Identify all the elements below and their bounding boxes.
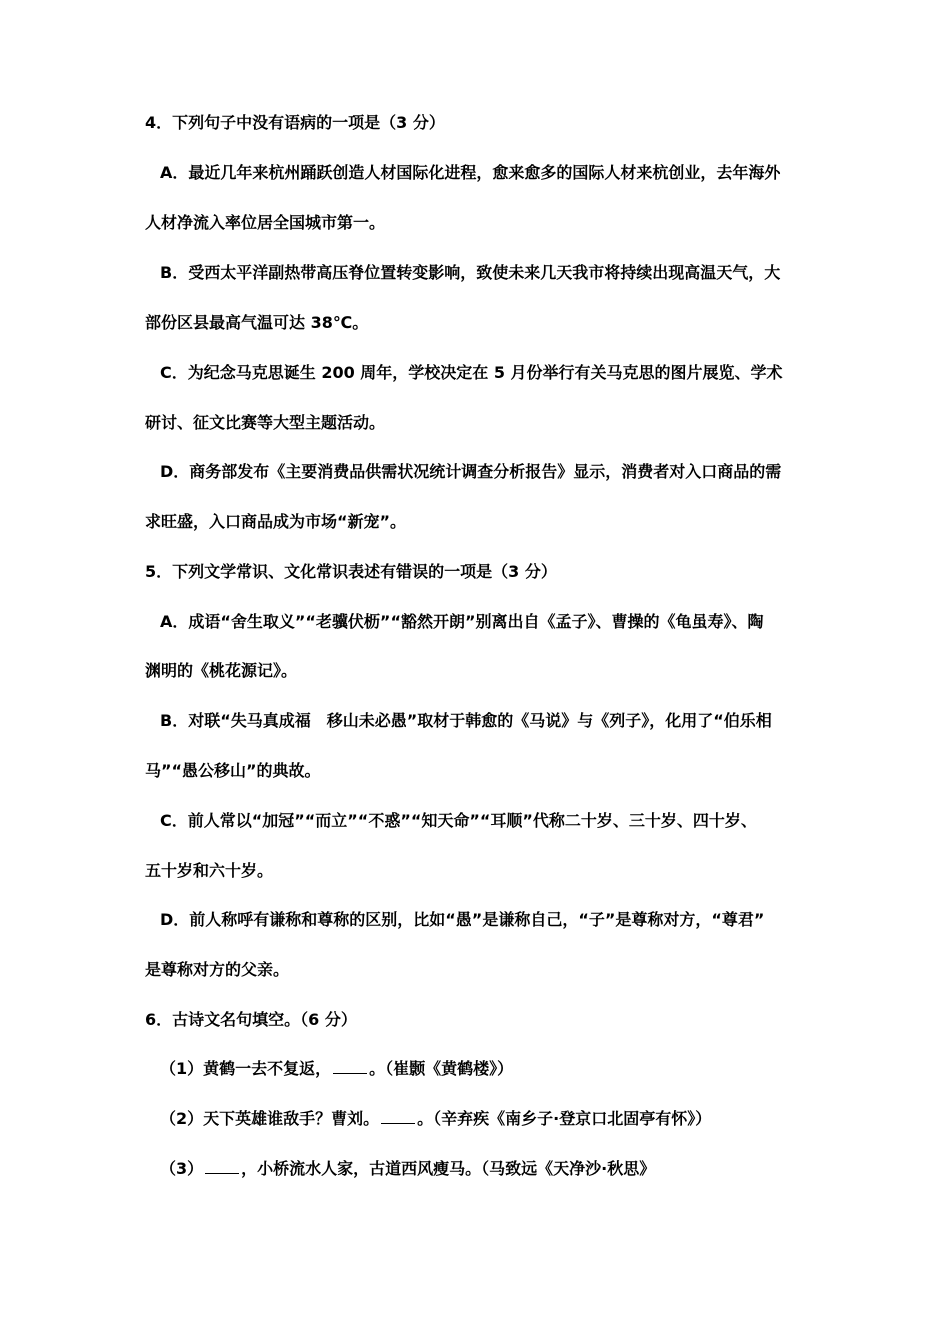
question-5-option-c-line1: C．前人常以“加冠”“而立”“不惑”“知天命”“耳顺”代称二十岁、三十岁、四十岁、	[160, 811, 757, 830]
question-4-option-c-line1: C．为纪念马克思诞生 200 周年，学校决定在 5 月份举行有关马克思的图片展览、学术	[160, 363, 783, 382]
question-4-stem: 4．下列句子中没有语病的一项是（3 分）	[145, 113, 445, 132]
question-6-item-3-before: （3）	[160, 1159, 204, 1178]
fill-blank-2[interactable]	[381, 1109, 415, 1124]
question-5-option-d-line2: 是尊称对方的父亲。	[145, 960, 290, 979]
question-5-option-a-line2: 渊明的《桃花源记》。	[145, 661, 298, 680]
question-6-item-1-after: 。（崔颢《黄鹤楼》）	[369, 1059, 514, 1078]
fill-blank-3[interactable]	[205, 1159, 239, 1174]
question-6-item-2-after: 。（辛弃疾《南乡子·登京口北固亭有怀》）	[417, 1109, 712, 1128]
question-5-option-a-line1: A．成语“舍生取义”“老骥伏枥”“豁然开朗”别离出自《孟子》、曹操的《龟虽寿》、陶	[160, 612, 764, 631]
question-6-item-1-before: （1）黄鹤一去不复返，	[160, 1059, 332, 1078]
question-6-item-2-before: （2）天下英雄谁敌手？曹刘。	[160, 1109, 380, 1128]
question-4-option-d-line1: D．商务部发布《主要消费品供需状况统计调查分析报告》显示，消费者对入口商品的需	[160, 462, 782, 481]
question-5-stem: 5．下列文学常识、文化常识表述有错误的一项是（3 分）	[145, 562, 557, 581]
question-4-option-c-line2: 研讨、征文比赛等大型主题活动。	[145, 413, 386, 432]
question-6-item-3	[160, 1158, 655, 1180]
question-4-option-a-line1: A．最近几年来杭州踊跃创造人材国际化进程，愈来愈多的国际人材来杭创业，去年海外	[160, 163, 781, 182]
question-4-option-b-line1: B．受西太平洋副热带高压脊位置转变影响，致使未来几天我市将持续出现高温天气，大	[160, 263, 781, 282]
question-6-item-3-after: ，小桥流水人家，古道西风瘦马。（马致远《天净沙·秋思》	[241, 1159, 656, 1178]
question-5-option-d-line1: D．前人称呼有谦称和尊称的区别，比如“愚”是谦称自己，“子”是尊称对方，“尊君”	[160, 910, 765, 929]
question-5-option-c-line2: 五十岁和六十岁。	[145, 861, 274, 880]
question-6-item-1	[160, 1058, 513, 1080]
question-6-stem: 6．古诗文名句填空。（6 分）	[145, 1010, 357, 1029]
fill-blank-1[interactable]	[333, 1059, 367, 1074]
question-6-item-2	[160, 1108, 711, 1130]
question-5-option-b-line2: 马”“愚公移山”的典故。	[145, 761, 321, 780]
question-4-option-d-line2: 求旺盛，入口商品成为市场“新宠”。	[145, 512, 407, 531]
question-4-option-a-line2: 人材净流入率位居全国城市第一。	[145, 213, 386, 232]
question-4-option-b-line2: 部份区县最高气温可达 38℃。	[145, 313, 369, 332]
question-5-option-b-line1: B．对联“失马真成福 移山未必愚”取材于韩愈的《马说》与《列子》，化用了“伯乐相	[160, 711, 772, 730]
